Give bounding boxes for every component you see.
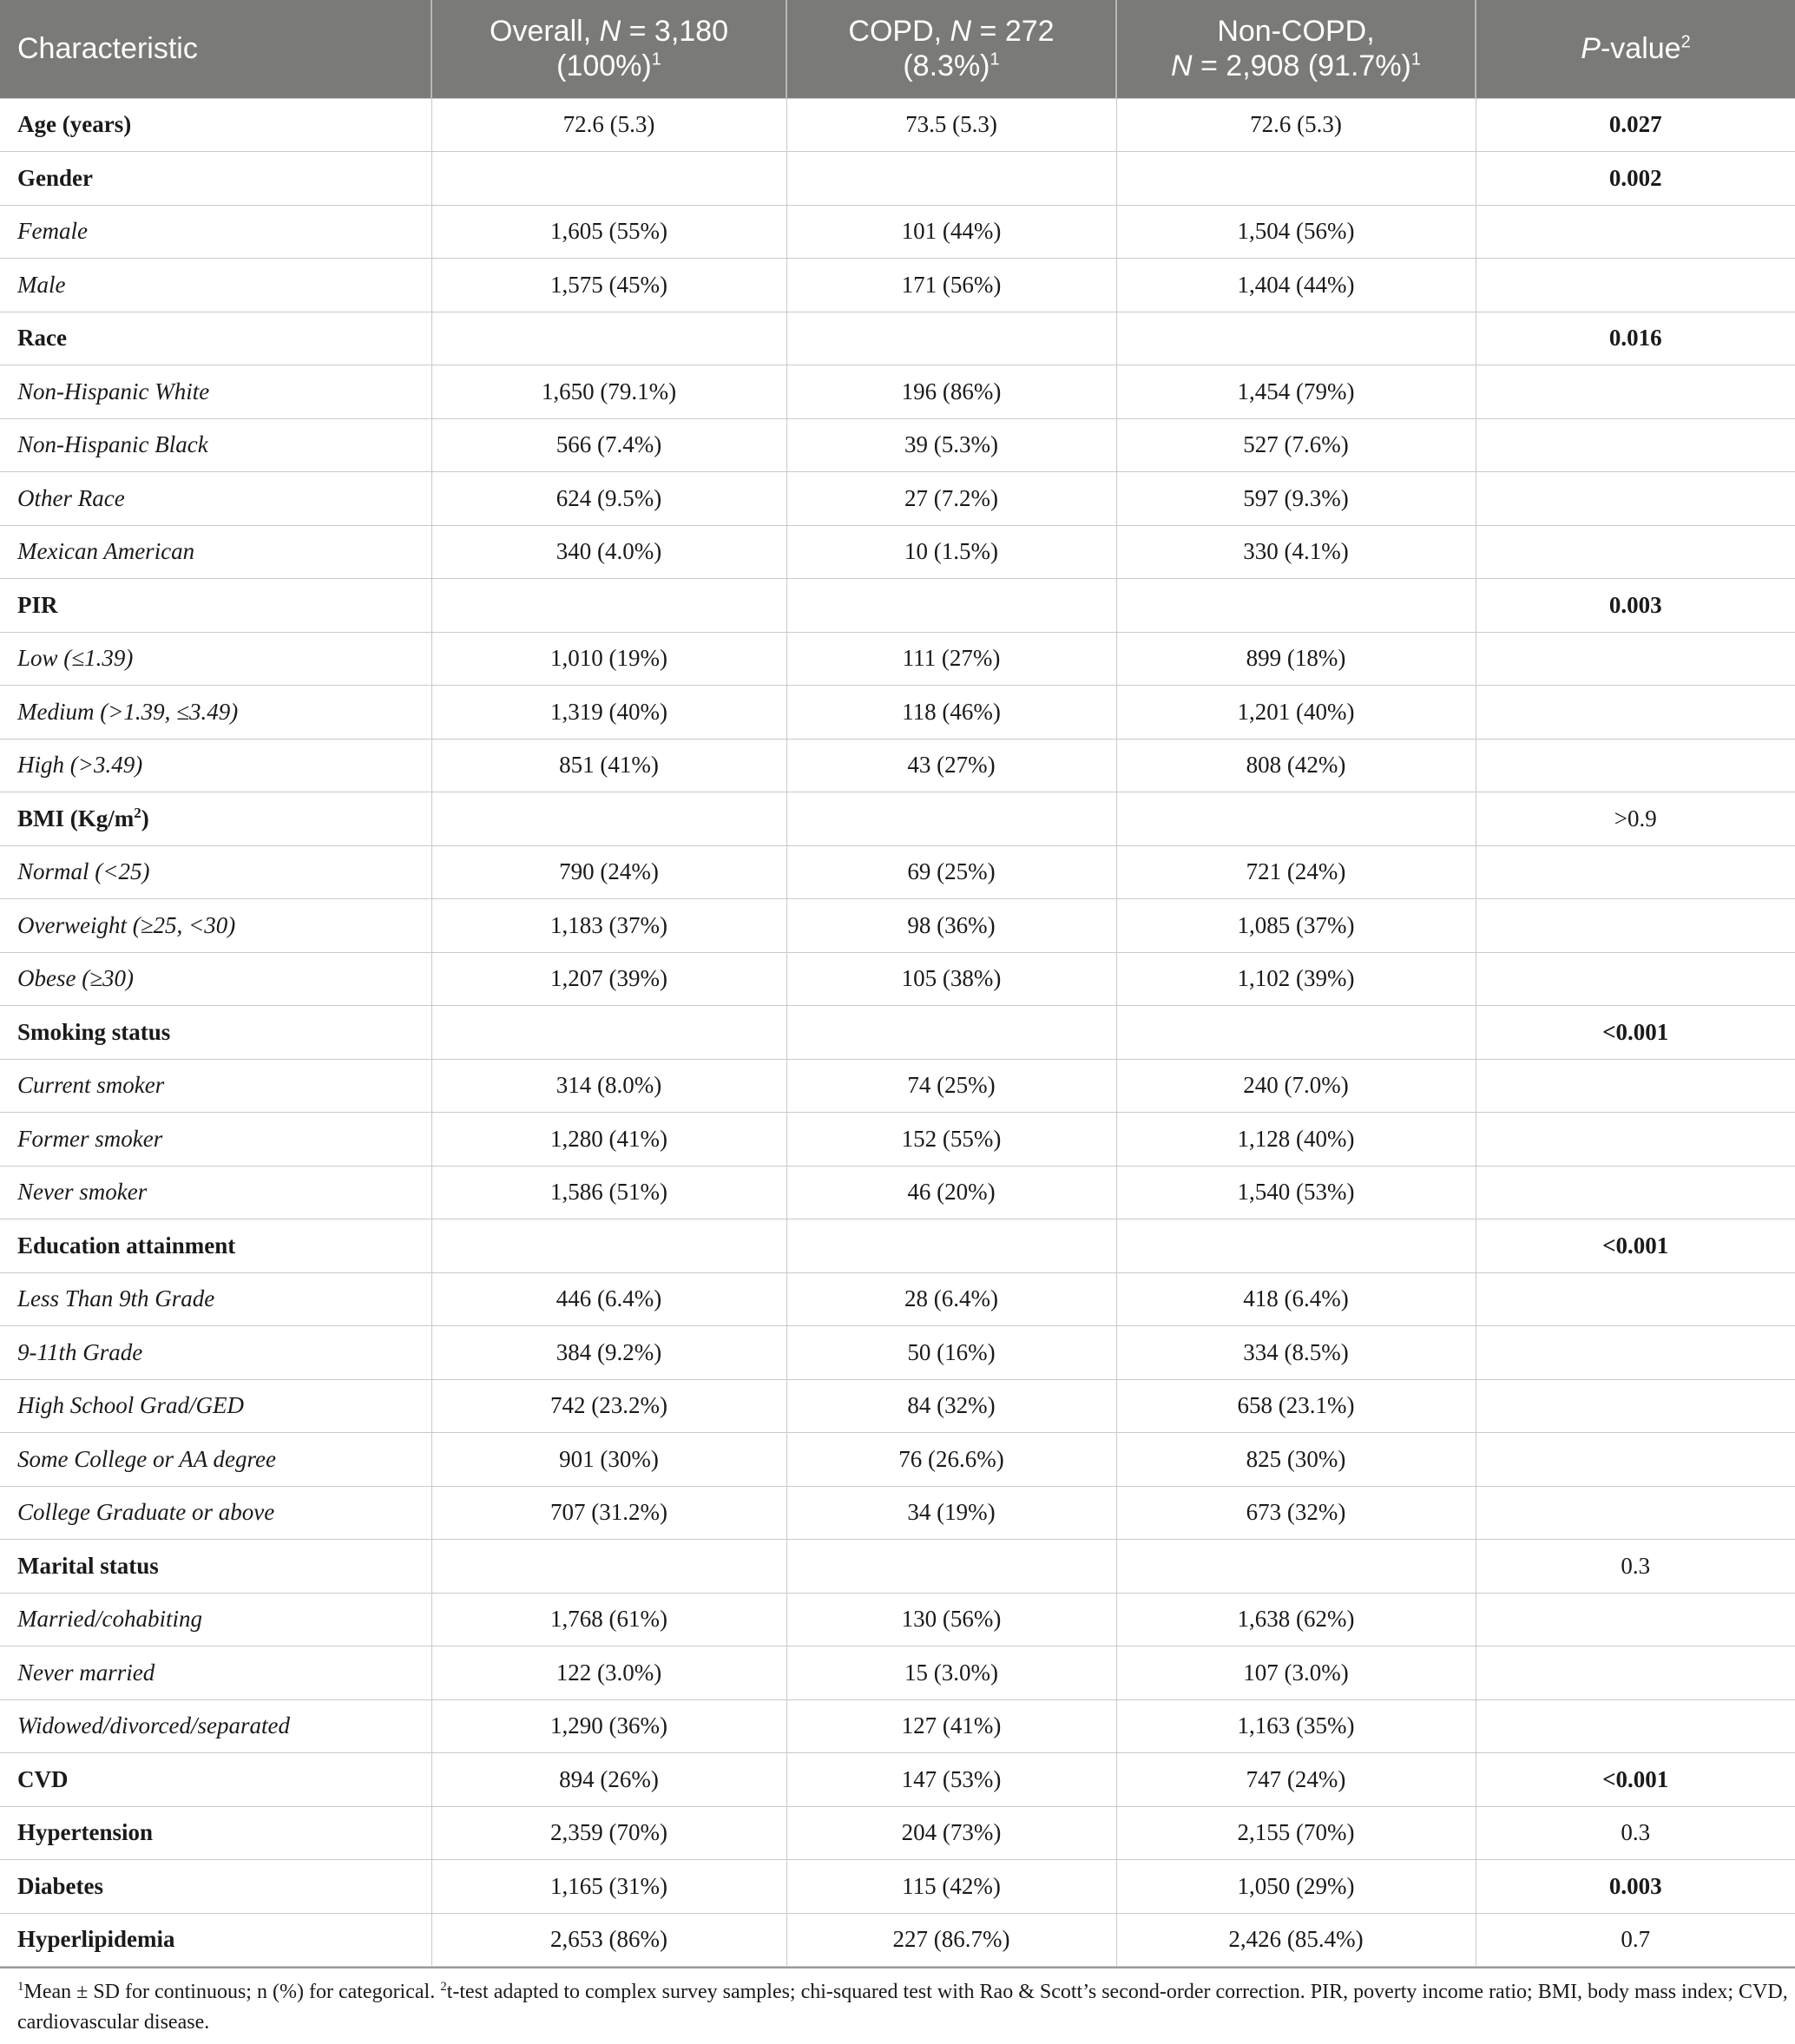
cell-overall: 742 (23.2%) (431, 1379, 786, 1433)
header-copd: COPD, N = 272 $(8.3\%)^1$ (786, 0, 1116, 98)
cell-copd: 28 (6.4%) (786, 1272, 1116, 1326)
cell-overall: 314 (8.0%) (431, 1059, 786, 1113)
table-row (0, 1593, 1795, 1646)
table-row (0, 632, 1795, 686)
table-row (0, 205, 1795, 259)
cell-copd: 15 (3.0%) (786, 1646, 1116, 1700)
cell-p-value: <0.001 (1476, 1219, 1795, 1273)
cell-non-copd (1116, 1006, 1476, 1060)
cell-overall: 446 (6.4%) (431, 1272, 786, 1326)
row-label: Current smoker (0, 1059, 431, 1113)
table-row (0, 845, 1795, 899)
table-row (0, 1326, 1795, 1380)
table-row (0, 579, 1795, 633)
cell-non-copd: 1,540 (53%) (1116, 1166, 1476, 1219)
row-label: High School Grad/GED (0, 1379, 431, 1433)
row-label: Obese (≥30) (0, 952, 431, 1006)
row-label: Normal (<25) (0, 845, 431, 899)
row-label: Former smoker (0, 1113, 431, 1167)
cell-p-value (1476, 1646, 1795, 1700)
cell-p-value (1476, 205, 1795, 259)
cell-copd: 111 (27%) (786, 632, 1116, 686)
cell-p-value (1476, 418, 1795, 472)
cell-non-copd: 825 (30%) (1116, 1433, 1476, 1487)
row-label: Gender (0, 152, 431, 206)
row-label: PIR (0, 579, 431, 633)
cell-p-value: 0.3 (1476, 1806, 1795, 1860)
table-row (0, 1860, 1795, 1914)
cell-non-copd (1116, 1540, 1476, 1594)
cell-non-copd: 1,050 (29%) (1116, 1860, 1476, 1914)
table-row (0, 1379, 1795, 1433)
row-label: CVD (0, 1753, 431, 1807)
row-label: Race (0, 312, 431, 365)
cell-p-value (1476, 1326, 1795, 1380)
cell-overall: 790 (24%) (431, 845, 786, 899)
table-row (0, 899, 1795, 953)
cell-p-value: 0.027 (1476, 98, 1795, 152)
cell-overall: 1,280 (41%) (431, 1113, 786, 1167)
cell-copd: 105 (38%) (786, 952, 1116, 1006)
table-row (0, 1433, 1795, 1487)
cell-non-copd: 899 (18%) (1116, 632, 1476, 686)
cell-copd: 74 (25%) (786, 1059, 1116, 1113)
cell-copd: 152 (55%) (786, 1113, 1116, 1167)
cell-overall (431, 1006, 786, 1060)
cell-p-value (1476, 739, 1795, 792)
cell-overall: 624 (9.5%) (431, 472, 786, 526)
cell-copd: 50 (16%) (786, 1326, 1116, 1380)
row-label: Mexican American (0, 525, 431, 579)
row-label: Medium (>1.39, ≤3.49) (0, 686, 431, 739)
cell-non-copd: 808 (42%) (1116, 739, 1476, 792)
row-label: Education attainment (0, 1219, 431, 1273)
cell-p-value: 0.003 (1476, 1860, 1795, 1914)
cell-overall: 901 (30%) (431, 1433, 786, 1487)
cell-non-copd: 673 (32%) (1116, 1486, 1476, 1540)
cell-non-copd (1116, 792, 1476, 846)
cell-overall: 566 (7.4%) (431, 418, 786, 472)
table-row (0, 98, 1795, 152)
cell-p-value (1476, 1593, 1795, 1646)
table-row (0, 952, 1795, 1006)
cell-overall: 1,183 (37%) (431, 899, 786, 953)
cell-copd (786, 312, 1116, 365)
cell-non-copd: 658 (23.1%) (1116, 1379, 1476, 1433)
cell-copd: 130 (56%) (786, 1593, 1116, 1646)
cell-non-copd (1116, 1219, 1476, 1273)
row-label: Smoking status (0, 1006, 431, 1060)
cell-copd: 101 (44%) (786, 205, 1116, 259)
cell-non-copd: 1,085 (37%) (1116, 899, 1476, 953)
cell-non-copd: 1,201 (40%) (1116, 686, 1476, 739)
cell-p-value: <0.001 (1476, 1006, 1795, 1060)
cell-copd: 118 (46%) (786, 686, 1116, 739)
cell-overall (431, 579, 786, 633)
cell-non-copd: 330 (4.1%) (1116, 525, 1476, 579)
cell-overall: 1,575 (45%) (431, 259, 786, 312)
cell-non-copd: 72.6 (5.3) (1116, 98, 1476, 152)
row-label: Marital status (0, 1540, 431, 1594)
cell-overall: 1,768 (61%) (431, 1593, 786, 1646)
cell-copd: 84 (32%) (786, 1379, 1116, 1433)
cell-overall (431, 312, 786, 365)
cell-copd (786, 1006, 1116, 1060)
cell-non-copd: 1,404 (44%) (1116, 259, 1476, 312)
cell-copd: 76 (26.6%) (786, 1433, 1116, 1487)
table-row (0, 259, 1795, 312)
table-row (0, 686, 1795, 739)
table-row (0, 525, 1795, 579)
row-label: Non-Hispanic White (0, 365, 431, 419)
cell-non-copd: 597 (9.3%) (1116, 472, 1476, 526)
header-non-copd: Non-COPD, N = 2,908 $(91.7\%)^1$ (1116, 0, 1476, 98)
header-overall: Overall, N = 3,180 $(100\%)^1$ (431, 0, 786, 98)
table-row (0, 792, 1795, 846)
header-p-value: P-value$^2$ (1581, 32, 1691, 66)
cell-non-copd (1116, 579, 1476, 633)
cell-overall: 1,207 (39%) (431, 952, 786, 1006)
row-label: High (>3.49) (0, 739, 431, 792)
cell-p-value (1476, 1166, 1795, 1219)
table-row (0, 1219, 1795, 1273)
cell-non-copd: 1,504 (56%) (1116, 205, 1476, 259)
cell-p-value: 0.003 (1476, 579, 1795, 633)
row-label: Age (years) (0, 98, 431, 152)
cell-p-value (1476, 1113, 1795, 1167)
cell-non-copd (1116, 312, 1476, 365)
table-row (0, 472, 1795, 526)
cell-non-copd: 2,155 (70%) (1116, 1806, 1476, 1860)
cell-overall: 72.6 (5.3) (431, 98, 786, 152)
table-row (0, 1699, 1795, 1753)
cell-copd (786, 792, 1116, 846)
table-body (0, 98, 1795, 1967)
row-label: 9-11th Grade (0, 1326, 431, 1380)
cell-p-value (1476, 472, 1795, 526)
table-row (0, 1166, 1795, 1219)
table-row (0, 1646, 1795, 1700)
table-row (0, 1272, 1795, 1326)
row-label: Other Race (0, 472, 431, 526)
cell-p-value (1476, 632, 1795, 686)
cell-p-value (1476, 899, 1795, 953)
cell-overall: 2,653 (86%) (431, 1913, 786, 1967)
cell-copd: 73.5 (5.3) (786, 98, 1116, 152)
header-characteristic: Characteristic (0, 0, 431, 98)
cell-copd (786, 1540, 1116, 1594)
cell-copd (786, 579, 1116, 633)
table-row (0, 152, 1795, 206)
cell-non-copd: 721 (24%) (1116, 845, 1476, 899)
cell-p-value: 0.3 (1476, 1540, 1795, 1594)
cell-non-copd: 1,128 (40%) (1116, 1113, 1476, 1167)
row-label: Overweight (≥25, <30) (0, 899, 431, 953)
cell-overall: 122 (3.0%) (431, 1646, 786, 1700)
cell-p-value: 0.002 (1476, 152, 1795, 206)
cell-overall (431, 1219, 786, 1273)
cell-non-copd: 527 (7.6%) (1116, 418, 1476, 472)
cell-p-value (1476, 365, 1795, 419)
table-row (0, 739, 1795, 792)
row-label: Never smoker (0, 1166, 431, 1219)
cell-non-copd: 1,638 (62%) (1116, 1593, 1476, 1646)
cell-non-copd (1116, 152, 1476, 206)
cell-p-value: <0.001 (1476, 1753, 1795, 1807)
cell-copd (786, 1219, 1116, 1273)
table-bottom-rule (0, 1967, 1795, 1968)
cell-non-copd: 334 (8.5%) (1116, 1326, 1476, 1380)
cell-overall: 894 (26%) (431, 1753, 786, 1807)
row-label: Diabetes (0, 1860, 431, 1914)
cell-overall: 1,319 (40%) (431, 686, 786, 739)
cell-overall: 707 (31.2%) (431, 1486, 786, 1540)
cell-overall: 1,010 (19%) (431, 632, 786, 686)
cell-overall: 1,165 (31%) (431, 1860, 786, 1914)
cell-p-value (1476, 686, 1795, 739)
cell-overall: 1,650 (79.1%) (431, 365, 786, 419)
cell-overall: 384 (9.2%) (431, 1326, 786, 1380)
cell-overall: 1,290 (36%) (431, 1699, 786, 1753)
cell-p-value (1476, 1272, 1795, 1326)
cell-non-copd: 107 (3.0%) (1116, 1646, 1476, 1700)
cell-copd: 127 (41%) (786, 1699, 1116, 1753)
table-header (0, 0, 1795, 98)
cell-non-copd: 1,454 (79%) (1116, 365, 1476, 419)
row-label: Hyperlipidemia (0, 1913, 431, 1967)
table-row (0, 1806, 1795, 1860)
table-row (0, 1913, 1795, 1967)
cell-overall (431, 152, 786, 206)
row-label: Male (0, 259, 431, 312)
cell-overall: 2,359 (70%) (431, 1806, 786, 1860)
cell-p-value (1476, 1699, 1795, 1753)
table-row (0, 312, 1795, 365)
cell-p-value (1476, 845, 1795, 899)
table-row (0, 1753, 1795, 1807)
row-label: Some College or AA degree (0, 1433, 431, 1487)
cell-p-value (1476, 525, 1795, 579)
cell-non-copd: 1,163 (35%) (1116, 1699, 1476, 1753)
cell-copd: 46 (20%) (786, 1166, 1116, 1219)
cell-non-copd: 240 (7.0%) (1116, 1059, 1476, 1113)
row-label: Non-Hispanic Black (0, 418, 431, 472)
row-label: Widowed/divorced/separated (0, 1699, 431, 1753)
cell-p-value (1476, 952, 1795, 1006)
cell-copd: 115 (42%) (786, 1860, 1116, 1914)
cell-p-value (1476, 259, 1795, 312)
table-row (0, 1113, 1795, 1167)
cell-overall: 851 (41%) (431, 739, 786, 792)
cell-copd: 98 (36%) (786, 899, 1116, 953)
cell-overall: 1,605 (55%) (431, 205, 786, 259)
cell-non-copd: 2,426 (85.4%) (1116, 1913, 1476, 1967)
cell-copd: 227 (86.7%) (786, 1913, 1116, 1967)
cell-copd: 27 (7.2%) (786, 472, 1116, 526)
cell-non-copd: 747 (24%) (1116, 1753, 1476, 1807)
row-label: Hypertension (0, 1806, 431, 1860)
row-label: BMI $(Kg/m^2)$ (0, 792, 431, 846)
cell-p-value: 0.016 (1476, 312, 1795, 365)
cell-p-value: >0.9 (1476, 792, 1795, 846)
cell-overall (431, 792, 786, 846)
row-label: Low (≤1.39) (0, 632, 431, 686)
cell-copd: 196 (86%) (786, 365, 1116, 419)
cell-copd: 204 (73%) (786, 1806, 1116, 1860)
cell-copd: 171 (56%) (786, 259, 1116, 312)
cell-p-value (1476, 1379, 1795, 1433)
cell-copd: 69 (25%) (786, 845, 1116, 899)
cell-copd: 10 (1.5%) (786, 525, 1116, 579)
table-row (0, 1059, 1795, 1113)
row-label: Married/cohabiting (0, 1593, 431, 1646)
cell-overall: 1,586 (51%) (431, 1166, 786, 1219)
cell-copd: 43 (27%) (786, 739, 1116, 792)
row-label: Less Than 9th Grade (0, 1272, 431, 1326)
cell-p-value (1476, 1433, 1795, 1487)
table-row (0, 1540, 1795, 1594)
cell-non-copd: 418 (6.4%) (1116, 1272, 1476, 1326)
table-row (0, 1486, 1795, 1540)
cell-non-copd: 1,102 (39%) (1116, 952, 1476, 1006)
cell-p-value (1476, 1059, 1795, 1113)
table-row (0, 418, 1795, 472)
table-row (0, 365, 1795, 419)
cell-copd: 39 (5.3%) (786, 418, 1116, 472)
table-row (0, 1006, 1795, 1060)
row-label: College Graduate or above (0, 1486, 431, 1540)
row-label: Female (0, 205, 431, 259)
cell-p-value: 0.7 (1476, 1913, 1795, 1967)
cell-copd: 147 (53%) (786, 1753, 1116, 1807)
cell-p-value (1476, 1486, 1795, 1540)
cell-overall (431, 1540, 786, 1594)
row-label: Never married (0, 1646, 431, 1700)
cell-copd: 34 (19%) (786, 1486, 1116, 1540)
cell-overall: 340 (4.0%) (431, 525, 786, 579)
cell-copd (786, 152, 1116, 206)
table-footnote: $^1$Mean ± SD for continuous; n (%) for categorical. $^2$t-test adapted to complex survey samples; chi-squared test with Rao & Scott’s second-order correction. PIR, poverty income ratio; BMI, body mass index; CVD, cardiovascular disease. (17, 1980, 1788, 2034)
